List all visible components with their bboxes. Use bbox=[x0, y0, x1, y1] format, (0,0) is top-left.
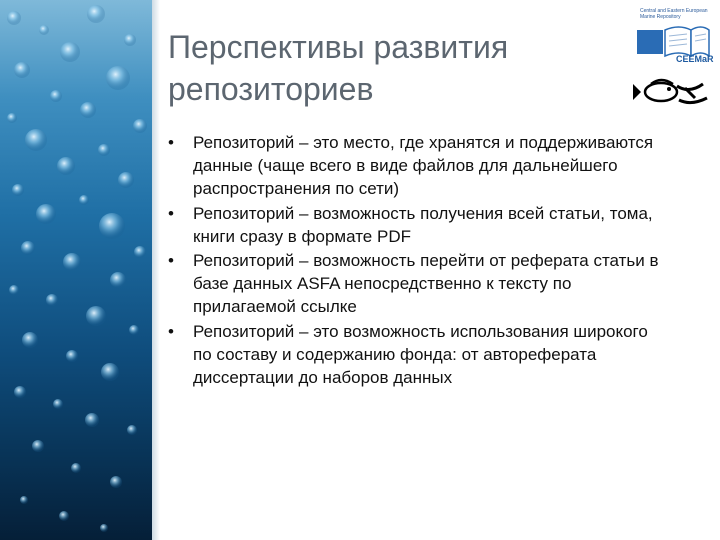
bullet-list bbox=[165, 131, 665, 389]
bullet-text: Репозиторий – возможность перейти от реферата статьи в базе данных ASFA непосредственно к тексту по прилагаемой ссылке bbox=[193, 251, 659, 317]
bullet-item bbox=[165, 249, 665, 319]
fish-logo-icon bbox=[633, 74, 711, 110]
bullet-text: Репозиторий – это возможность использования широкого по составу и содержанию фонда: от автореферата диссертации до наборов данных bbox=[193, 321, 648, 388]
ceemar-wordmark: CEEMaR bbox=[676, 54, 714, 64]
bullet-item bbox=[165, 202, 665, 248]
bullet-text: Репозиторий – это место, где хранятся и поддерживаются данные (чаще всего в виде файлов для дальнейшего распространения по сети) bbox=[193, 133, 654, 199]
photo-edge bbox=[152, 0, 160, 540]
bullet-item bbox=[165, 320, 665, 390]
bullet-marker: • bbox=[168, 133, 174, 152]
bullet-marker: • bbox=[168, 321, 174, 341]
bubbles-graphic bbox=[0, 0, 152, 540]
slide-title: Перспективы развития репозиториев bbox=[168, 29, 509, 107]
water-bubbles-image bbox=[0, 0, 152, 540]
bullet-text: Репозиторий – возможность получения всей статьи, тома, книги сразу в формате PDF bbox=[193, 203, 653, 246]
slide-content bbox=[165, 131, 665, 390]
ceemar-caption: Central and Eastern European Marine Repository bbox=[640, 8, 708, 20]
bullet-marker: • bbox=[168, 203, 174, 223]
bullet-item bbox=[165, 131, 665, 201]
bullet-marker: • bbox=[168, 251, 174, 271]
